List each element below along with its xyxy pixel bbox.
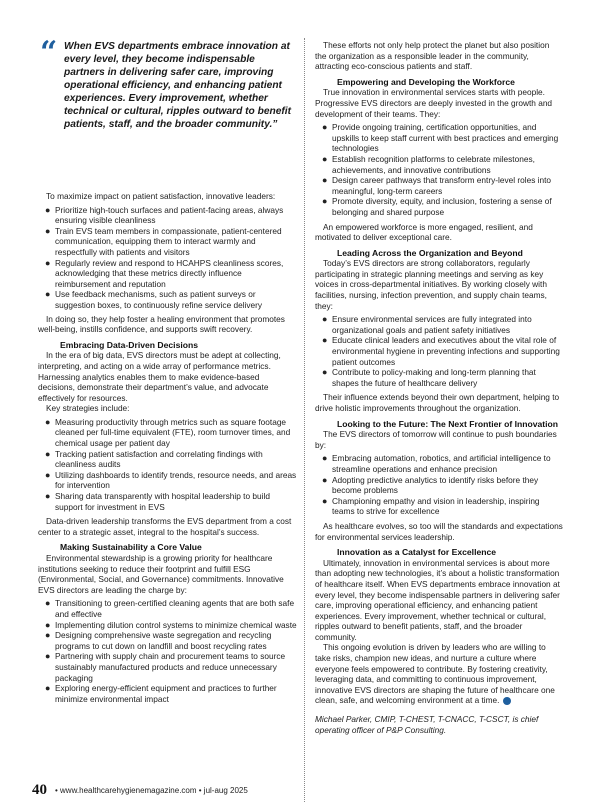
bullet-dot: ●	[45, 416, 51, 427]
bullet-dot: ●	[45, 448, 51, 459]
right-column	[315, 40, 563, 735]
list-item: ● Utilizing dashboards to identify trends, resource needs, and areas for intervention	[45, 469, 297, 491]
bullet-dot: ●	[322, 175, 328, 186]
bullet-dot: ●	[322, 153, 328, 164]
list-item: ● Regularly review and respond to HCAHPS cleanliness scores, acknowledging that these metrics directly influence reimbursement and reputation	[45, 257, 284, 289]
leading-intro: Today’s EVS directors are strong collaborators, regularly participating in strategic planning meetings and serving as key voices in cross-departmental initiatives. By working closely with facilities, nursing, infection prevention, and supply chain teams, they:	[315, 258, 547, 311]
bullet-dot: ●	[322, 196, 328, 207]
section-heading-sustainability: Making Sustainability a Core Value	[60, 542, 202, 553]
footer-text: • www.healthcarehygienemagazine.com • jul-aug 2025	[55, 786, 248, 795]
bullet-dot: ●	[45, 225, 51, 236]
bullet-dot: ●	[45, 289, 51, 300]
list-item: ● Prioritize high-touch surfaces and patient-facing areas, always ensuring visible cleanliness	[45, 204, 284, 226]
section-heading-catalyst: Innovation as a Catalyst for Excellence	[337, 547, 497, 558]
catalyst-paragraph-1: Ultimately, innovation in environmental services is about more than adopting new technologies, it’s about a holistic transformation of healthcare itself. When EVS departments embrace innovation at every level, they become indispensable partners in delivering safer care, improving operational efficiency, and enhancing patient experiences. Every improvement, whether technical or cultural, ripples outward to benefit patients, staff, and the broader community.	[315, 557, 560, 642]
bullet-dot: ●	[322, 495, 328, 506]
list-item: ● Adopting predictive analytics to identify risks before they become problems	[322, 474, 539, 496]
list-item: ● Promote diversity, equity, and inclusion, fostering a sense of belonging and shared purpose	[322, 196, 552, 217]
list-item: ● Establish recognition platforms to celebrate milestones, achievements, and innovative contributions	[322, 153, 535, 175]
future-list	[315, 453, 563, 517]
bullet-dot: ●	[45, 204, 51, 215]
bullet-dot: ●	[322, 314, 328, 325]
bullet-dot: ●	[322, 453, 328, 464]
list-item: ● Educate clinical leaders and executives about the vital role of environmental hygiene in preventing infections and supporting patient outcomes	[322, 335, 560, 367]
list-item: ● Use feedback mechanisms, such as patient surveys or suggestion boxes, to continuously refine service delivery	[45, 289, 263, 310]
list-item: ● Contribute to policy-making and long-term planning that shapes the future of healthcare delivery	[322, 367, 536, 388]
future-intro: The EVS directors of tomorrow will continue to push boundaries by:	[315, 429, 557, 450]
list-item: ● Exploring energy-efficient equipment and practices to further minimize environmental impact	[45, 683, 277, 704]
pull-quote-text: When EVS departments embrace innovation at every level, they become indispensable partners in delivering safer care, improving operational efficiency, and enhancing patient experiences. Every improvement, whether technical or cultural, ripples outward to benefit patients, staff, and the broader community.”	[64, 41, 291, 130]
list-item: ● Implementing dilution control systems to minimize chemical waste	[45, 619, 297, 630]
satisfaction-closing: In doing so, they help foster a healing environment that promotes well-being, instills confidence, and supports swift recovery.	[38, 313, 285, 335]
bullet-dot: ●	[45, 619, 51, 630]
list-item: ● Ensure environmental services are fully integrated into organizational goals and patient safety initiatives	[322, 314, 532, 335]
list-item: ● Sharing data transparently with hospital leadership to build support for investment in EVS	[45, 491, 270, 512]
sustain-intro: Environmental stewardship is a growing priority for healthcare institutions seeking to reduce their footprint and fulfill ESG (Environmental, Social, and Governance) commitments. Innovative EVS directors are leading the charge by:	[38, 553, 284, 595]
end-mark-icon	[503, 697, 511, 705]
data-list	[38, 417, 298, 512]
catalyst-paragraph-2: This ongoing evolution is driven by leaders who are willing to take risks, champion new ideas, and nurture a culture where everyone feels empowered to contribute. By fostering creativity, leveraging data, and committing to continuous improvement, innovative EVS directors are shaping the future of healthcare one clean, safe, and welcoming environment at a time.	[315, 642, 555, 706]
sustain-list	[38, 598, 298, 704]
bullet-dot: ●	[322, 335, 328, 346]
satisfaction-intro: To maximize impact on patient satisfaction, innovative leaders:	[46, 191, 276, 201]
future-closing: As healthcare evolves, so too will the standards and expectations for environmental services leadership.	[315, 520, 563, 542]
list-item: ● Design career pathways that transform entry-level roles into meaningful, long-term careers	[322, 175, 552, 196]
section-heading-workforce: Empowering and Developing the Workforce	[337, 76, 515, 87]
pull-quote	[38, 35, 298, 131]
list-item: ● Tracking patient satisfaction and correlating findings with cleanliness audits	[45, 448, 263, 470]
bullet-dot: ●	[45, 651, 51, 662]
data-intro: In the era of big data, EVS directors must be adept at collecting, interpreting, and acting on a wide array of performance metrics. Harnessing analytics enables them to make evidence-based decisions, demonstrate their department’s value, and advocate effectively for resources.	[38, 350, 281, 403]
open-quote-icon: “	[40, 35, 58, 70]
workforce-intro: True innovation in environmental services starts with people. Progressive EVS directors are deeply invested in the growth and development of their teams. They:	[315, 87, 553, 119]
leading-closing: Their influence extends beyond their own department, helping to drive holistic improvements throughout the organization.	[315, 392, 560, 413]
list-item: ● Designing comprehensive waste segregation and recycling programs to cut down on landfill and boost recycling rates	[45, 630, 272, 651]
bullet-dot: ●	[45, 630, 51, 641]
data-strategies: Key strategies include:	[46, 403, 130, 414]
bullet-dot: ●	[45, 491, 51, 502]
workforce-list	[315, 122, 563, 217]
workforce-closing: An empowered workforce is more engaged, resilient, and motivated to deliver exceptional care.	[315, 221, 533, 243]
satisfaction-list	[38, 205, 298, 311]
section-heading-leading: Leading Across the Organization and Beyond	[337, 247, 523, 258]
page-footer	[32, 782, 248, 799]
data-closing: Data-driven leadership transforms the EVS department from a cost center to a strategic asset, integral to the hospital’s success.	[38, 516, 292, 537]
section-heading-future: Looking to the Future: The Next Frontier of Innovation	[337, 418, 559, 429]
bullet-dot: ●	[322, 474, 328, 485]
list-item: ● Embracing automation, robotics, and artificial intelligence to streamline operations and enhance precision	[322, 453, 551, 474]
list-item: ● Provide ongoing training, certification opportunities, and upskills to keep staff current with best practices and emerging technologies	[322, 122, 559, 154]
leading-list	[315, 314, 563, 388]
list-item: ● Measuring productivity through metrics such as square footage cleaned per full-time equivalent (FTE), room turnover times, and chemical usage per patient day	[45, 416, 291, 449]
bullet-dot: ●	[322, 122, 328, 133]
page-number: 40	[32, 782, 47, 798]
list-item: ● Partnering with supply chain and procurement teams to source sustainably manufactured products and reduce unnecessary packaging	[45, 651, 286, 683]
bullet-dot: ●	[45, 469, 51, 480]
bullet-dot: ●	[45, 683, 51, 694]
list-item: ● Transitioning to green-certified cleaning agents that are both safe and effective	[45, 598, 295, 619]
list-item: ● Train EVS team members in compassionate, patient-centered communication, equipping them to interact warmly and respectfully with patients and visitors	[45, 225, 282, 257]
bullet-dot: ●	[322, 367, 328, 378]
bullet-dot: ●	[45, 257, 51, 268]
list-item: ● Championing empathy and vision in leadership, inspiring teams to strive for excellence	[322, 495, 540, 517]
author-bio: Michael Parker, CMIP, T-CHEST, T-CNACC, T-CSCT, is chief operating officer of P&P Consulting.	[315, 714, 539, 735]
column-divider	[304, 38, 305, 803]
section-heading-data: Embracing Data-Driven Decisions	[60, 339, 199, 350]
left-column	[38, 35, 298, 707]
sustain-closing: These efforts not only help protect the planet but also position the organization as a responsible leader in the community, attracting eco-conscious patients and staff.	[315, 40, 550, 72]
bullet-dot: ●	[45, 598, 51, 609]
